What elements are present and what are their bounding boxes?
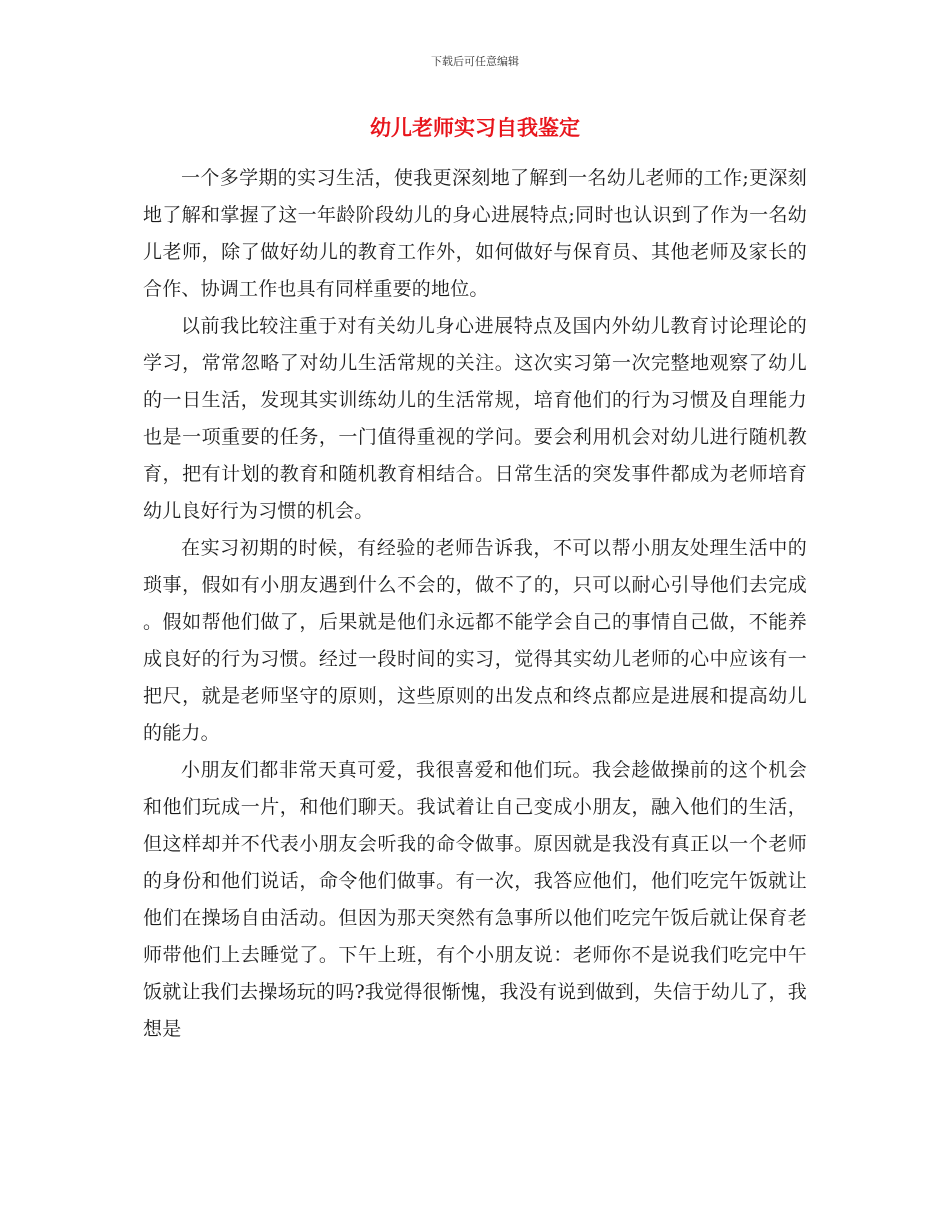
paragraph-1: 一个多学期的实习生活，使我更深刻地了解到一名幼儿老师的工作;更深刻地了解和掌握了这一年龄阶段幼儿的身心进展特点;同时也认识到了作为一名幼儿老师，除了做好幼儿的教育工作外，如何做好与保育员、其他老师及家长的合作、协调工作也具有同样重要的地位。 [143,167,807,300]
paragraph-3: 在实习初期的时候，有经验的老师告诉我，不可以帮小朋友处理生活中的琐事，假如有小朋友遇到什么不会的，做不了的，只可以耐心引导他们去完成 。假如帮他们做了，后果就是他们永远都不能学会自己的事情自己做，不能养成良好的行为习惯。经过一段时间的实习，觉得其实幼儿老师的心中应该有一把尺，就是老师坚守的原则，这些原则的出发点和终点都应是进展和提高幼儿的能力。 [143,537,807,744]
document-body [143,160,807,1048]
header-note: 下载后可任意编辑 [431,55,519,68]
document-title: 幼儿老师实习自我鉴定 [370,115,580,140]
paragraph-4: 小朋友们都非常天真可爱，我很喜爱和他们玩。我会趁做操前的这个机会和他们玩成一片，和他们聊天。我试着让自己变成小朋友，融入他们的生活，但这样却并不代表小朋友会听我的命令做事。原因就是我没有真正以一个老师的身份和他们说话，命令他们做事。有一次，我答应他们，他们吃完午饭就让他们在操场自由活动。但因为那天突然有急事所以他们吃完午饭后就让保育老师带他们上去睡觉了。下午上班，有个小朋友说：老师你不是说我们吃完中午饭就让我们去操场玩的吗?我觉得很惭愧，我没有说到做到，失信于幼儿了，我想是 [143,759,807,1040]
paragraph-2: 以前我比较注重于对有关幼儿身心进展特点及国内外幼儿教育讨论理论的学习，常常忽略了对幼儿生活常规的关注。这次实习第一次完整地观察了幼儿的一日生活，发现其实训练幼儿的生活常规，培育他们的行为习惯及自理能力也是一项重要的任务，一门值得重视的学问。要会利用机会对幼儿进行随机教育，把有计划的教育和随机教育相结合。日常生活的突发事件都成为老师培育幼儿良好行为习惯的机会。 [143,315,807,522]
